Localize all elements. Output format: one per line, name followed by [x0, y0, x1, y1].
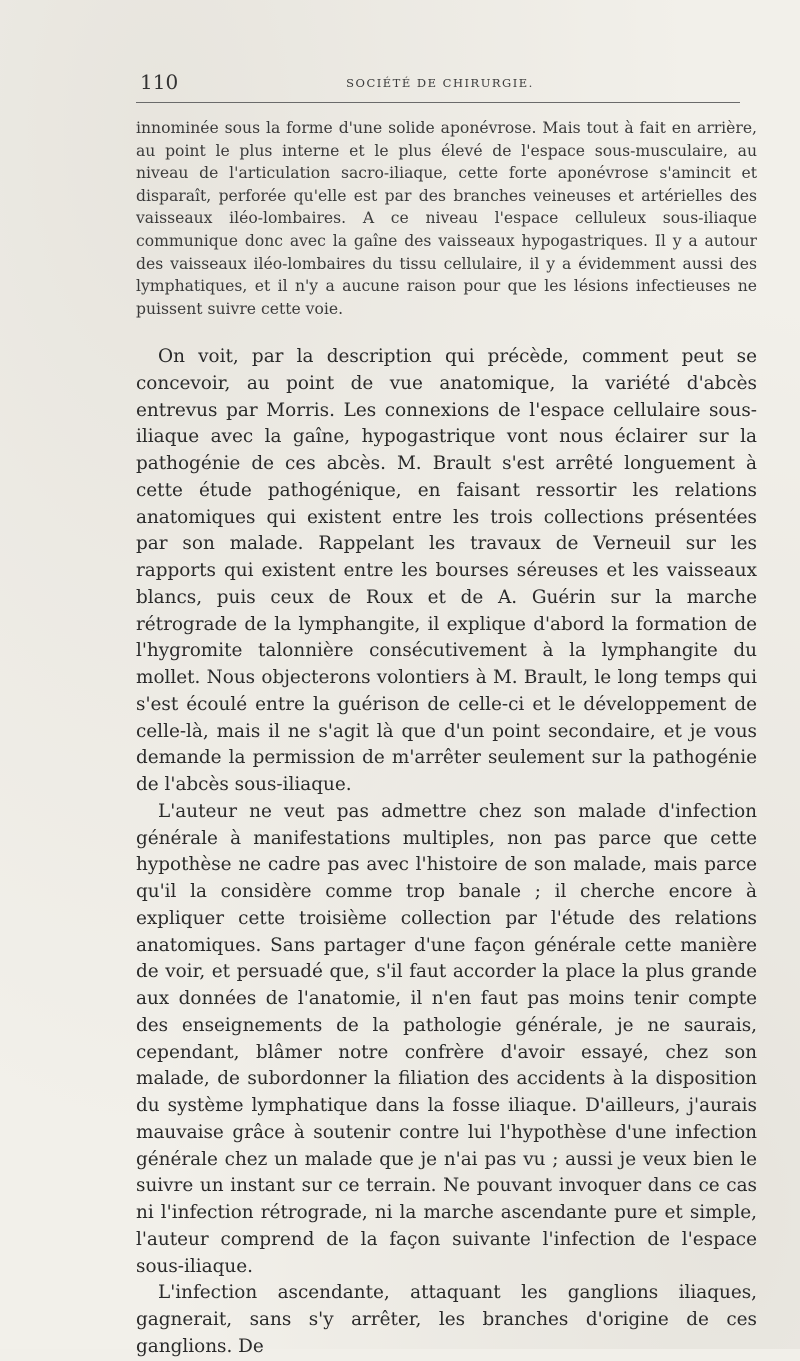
paragraph-3: L'infection ascendante, attaquant les ganglions iliaques, gagnerait, sans s'y arrêter, les branches d'origine de ces ganglions. De — [136, 1282, 757, 1357]
paragraph-1: On voit, par la description qui précède, comment peut se concevoir, au point de vue anatomique, la variété d'abcès entrevus par Morris. Les connexions de l'espace cellulaire sous-iliaque avec la gaîne, hypogastrique vont nous éclairer sur la pathogénie de ces abcès. M. Brault s'est arrêté longuement à cette étude pathogénique, en faisant ressortir les relations anatomiques qui existent entre les trois collections présentées par son malade. Rappelant les travaux de Verneuil sur les rapports qui existent entre les bourses séreuses et les vaisseaux blancs, puis ceux de Roux et de A. Guérin sur la marche rétrograde de la lymphangite, il explique d'abord la formation de l'hygromite talonnière consécutivement à la lymphangite du mollet. Nous objecterons volontiers à M. Brault, le long temps qui s'est écoulé entre la guérison de celle-ci et le développement de celle-là, mais il ne s'agit là que d'un point secondaire, et je vous demande la permission de m'arrêter seulement sur la pathogénie de l'abcès sous-iliaque. — [136, 346, 757, 795]
header-rule — [136, 102, 740, 103]
running-title: SOCIÉTÉ DE CHIRURGIE. — [346, 76, 534, 90]
paragraph-2: L'auteur ne veut pas admettre chez son malade d'infection générale à manifestations multiples, non pas parce que cette hypothèse ne cadre pas avec l'histoire de son malade, mais parce qu'il la considère comme trop banale ; il cherche encore à expliquer cette troisième collection par l'étude des relations anatomiques. Sans partager d'une façon générale cette manière de voir, et persuadé que, s'il faut accorder la place la plus grande aux données de l'anatomie, il n'en faut pas moins tenir compte des enseignements de la pathologie générale, je ne saurais, cependant, blâmer notre confrère d'avoir essayé, chez son malade, de subordonner la filiation des accidents à la disposition du système lymphatique dans la fosse iliaque. D'ailleurs, j'aurais mauvaise grâce à soutenir contre lui l'hypothèse d'une infection générale chez un malade que je n'ai pas vu ; aussi je veux bien le suivre un instant sur ce terrain. Ne pouvant invoquer dans ce cas ni l'infection rétrograde, ni la marche ascendante pure et simple, l'auteur comprend de la façon suivante l'infection de l'espace sous-iliaque. — [136, 800, 757, 1277]
page-header — [140, 70, 740, 102]
main-text — [136, 344, 757, 1361]
page-number: 110 — [140, 70, 179, 94]
small-print-paragraph: innominée sous la forme d'une solide aponévrose. Mais tout à fait en arrière, au point le plus interne et le plus élevé de l'espace sous-musculaire, au niveau de l'articulation sacro-iliaque, cette forte aponévrose s'amincit et disparaît, perforée qu'elle est par des branches veineuses et artérielles des vaisseaux iléo-lombaires. A ce niveau l'espace celluleux sous-iliaque communique donc avec la gaîne des vaisseaux hypogastriques. Il y a autour des vaisseaux iléo-lombaires du tissu cellulaire, il y a évidemment aussi des lymphatiques, et il n'y a aucune raison pour que les lésions infectieuses ne puissent suivre cette voie. — [136, 119, 757, 318]
